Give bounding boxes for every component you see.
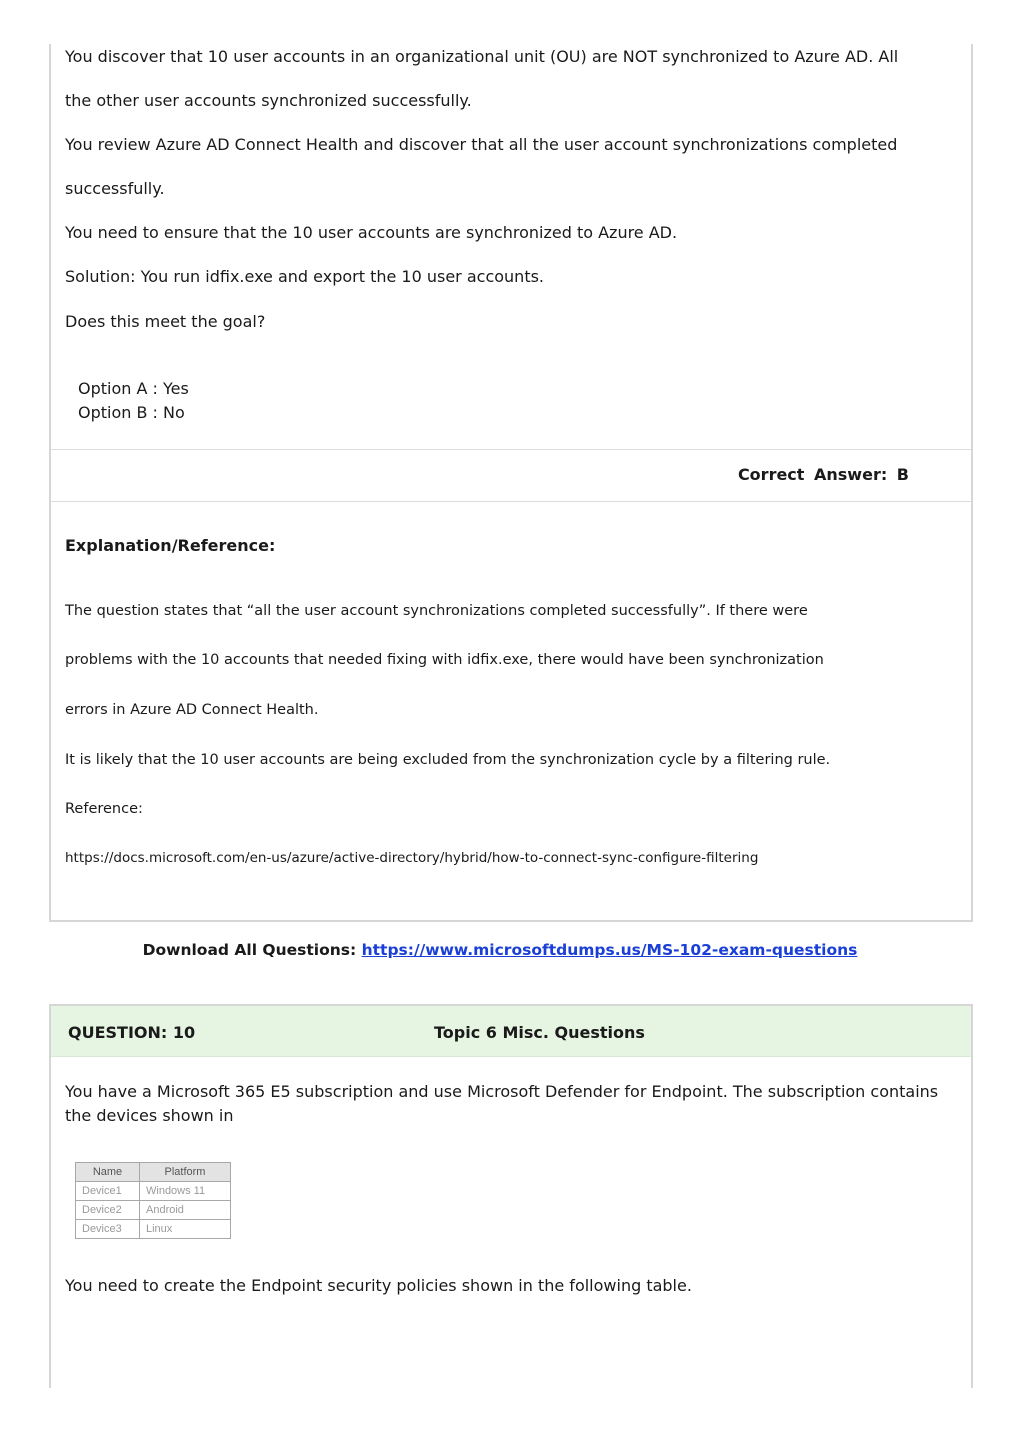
device-platform: Linux <box>140 1220 231 1239</box>
devices-table <box>75 1162 231 1239</box>
column-header-platform: Platform <box>140 1163 231 1182</box>
explanation-line: The question states that “all the user account synchronizations completed successfully”. If there were <box>65 603 808 619</box>
question-text-line: You need to ensure that the 10 user accounts are synchronized to Azure AD. <box>65 223 678 242</box>
reference-url: https://docs.microsoft.com/en-us/azure/active-directory/hybrid/how-to-connect-sync-configure-filtering <box>65 850 759 866</box>
device-name: Device3 <box>76 1220 140 1239</box>
device-platform: Windows 11 <box>140 1182 231 1201</box>
question-10-panel <box>49 1004 973 1388</box>
download-label: Download All Questions: <box>142 941 362 959</box>
table-row <box>76 1220 231 1239</box>
divider <box>51 501 971 502</box>
explanation-line: errors in Azure AD Connect Health. <box>65 702 319 718</box>
table-row <box>76 1182 231 1201</box>
question-topic: Topic 6 Misc. Questions <box>434 1023 645 1042</box>
explanation-line: It is likely that the 10 user accounts are being excluded from the synchronization cycle by a filtering rule. <box>65 752 831 768</box>
device-platform: Android <box>140 1201 231 1220</box>
table-header-row <box>76 1163 231 1182</box>
option-b: Option B : No <box>78 403 185 422</box>
table-row <box>76 1201 231 1220</box>
divider <box>51 449 971 450</box>
reference-label: Reference: <box>65 801 143 817</box>
explanation-title: Explanation/Reference: <box>65 536 276 555</box>
explanation-line: problems with the 10 accounts that needed fixing with idfix.exe, there would have been synchronization <box>65 652 824 668</box>
question-text-line: successfully. <box>65 179 165 198</box>
option-a: Option A : Yes <box>78 379 189 398</box>
column-header-name: Name <box>76 1163 140 1182</box>
question-header <box>51 1006 971 1057</box>
question-intro: You have a Microsoft 365 E5 subscription and use Microsoft Defender for Endpoint. The subscription contains the devices shown in <box>65 1082 939 1125</box>
device-name: Device1 <box>76 1182 140 1201</box>
solution-text: Solution: You run idfix.exe and export the 10 user accounts. <box>65 267 545 286</box>
question-9-panel <box>49 44 973 922</box>
correct-answer: Correct Answer: B <box>737 465 909 484</box>
question-text-line: the other user accounts synchronized successfully. <box>65 91 472 110</box>
download-banner <box>0 941 1000 959</box>
download-link[interactable]: https://www.microsoftdumps.us/MS-102-exam-questions <box>361 941 858 959</box>
question-number: QUESTION: 10 <box>68 1023 196 1042</box>
question-text-line: You discover that 10 user accounts in an organizational unit (OU) are NOT synchronized to Azure AD. All <box>65 47 899 66</box>
goal-question: Does this meet the goal? <box>65 312 266 331</box>
device-name: Device2 <box>76 1201 140 1220</box>
requirement-text: You need to create the Endpoint security policies shown in the following table. <box>65 1276 692 1295</box>
question-text-line: You review Azure AD Connect Health and discover that all the user account synchronizations completed <box>65 135 898 154</box>
